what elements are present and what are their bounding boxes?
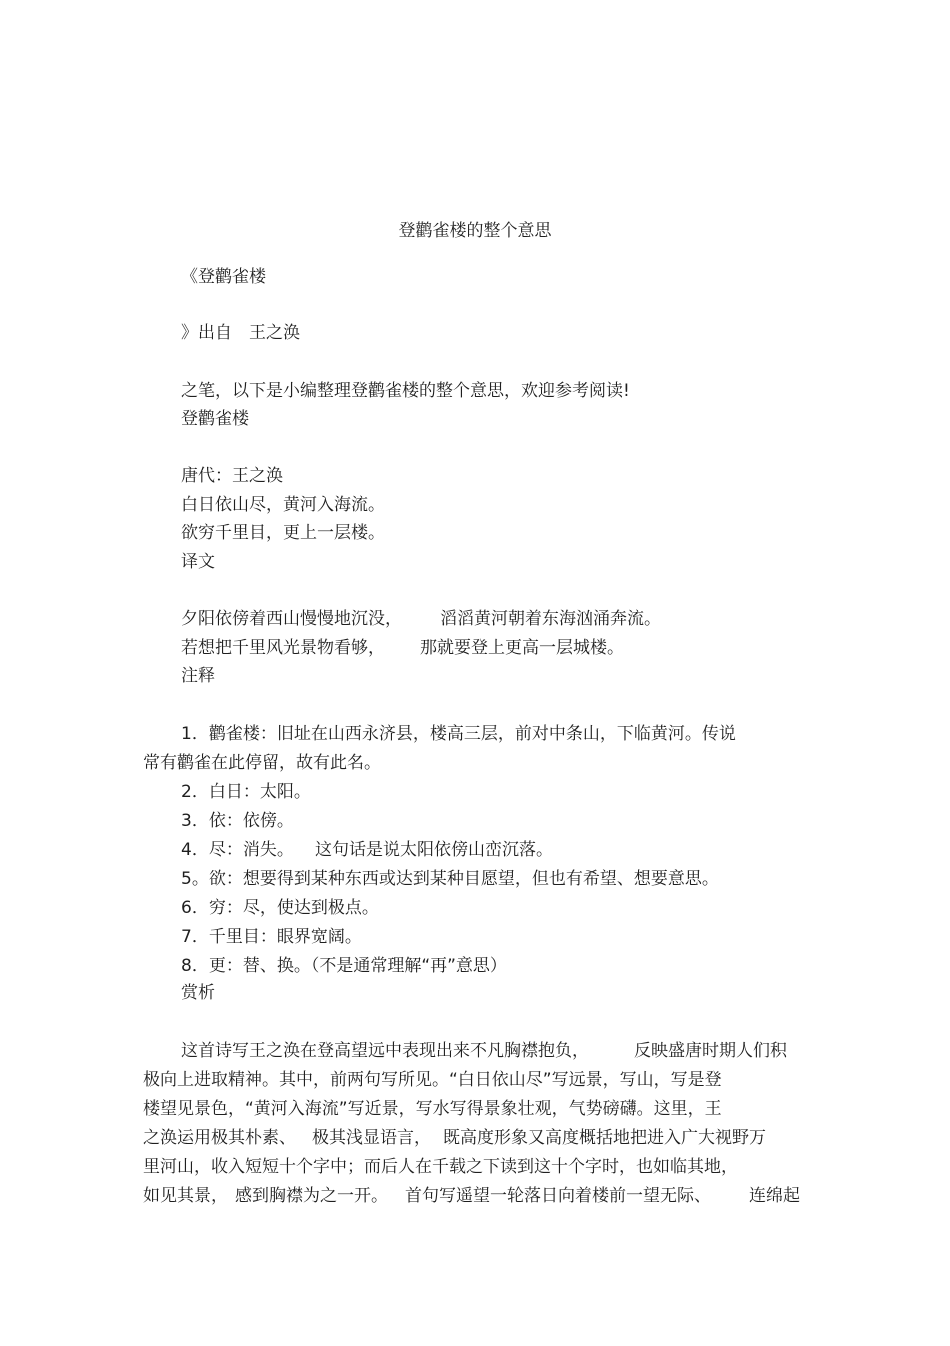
poem-verse-1: 白日依山尽，黄河入海流。	[181, 495, 385, 515]
translation-line-2b: 那就要登上更高一层城楼。	[420, 638, 624, 658]
analysis-line-5: 里河山，收入短短十个字中；而后人在千载之下读到这十个字时，也如临其地，	[143, 1157, 738, 1177]
analysis-heading: 赏析	[181, 983, 215, 1003]
note-4a: 4．尽：消失。	[181, 840, 294, 860]
analysis-line-4c: 既高度形象又高度概括地把进入广大视野万	[443, 1128, 766, 1148]
analysis-line-6c: 首句写遥望一轮落日向着楼前一望无际、	[405, 1186, 711, 1206]
analysis-line-6a: 如见其景，	[143, 1186, 228, 1206]
translation-line-2a: 若想把千里风光景物看够，	[181, 638, 385, 658]
note-5: 5。欲：想要得到某种东西或达到某种目愿望，但也有希望、想要意思。	[181, 869, 719, 889]
analysis-line-4b: 极其浅显语言，	[312, 1128, 431, 1148]
analysis-line-6d: 连绵起	[749, 1186, 800, 1206]
translation-heading: 译文	[181, 552, 215, 572]
poem-author: 唐代：王之涣	[181, 466, 283, 486]
note-2: 2．白日：太阳。	[181, 782, 311, 802]
analysis-line-1a: 这首诗写王之涣在登高望远中表现出来不凡胸襟抱负，	[181, 1041, 589, 1061]
note-1b: 常有鹳雀在此停留，故有此名。	[143, 753, 381, 773]
intro-line-2: 》出自 王之涣	[181, 323, 300, 343]
analysis-line-2: 极向上进取精神。其中，前两句写所见。“白日依山尽”写远景，写山，写是登	[143, 1070, 722, 1090]
note-1a: 1．鹳雀楼：旧址在山西永济县，楼高三层，前对中条山，下临黄河。传说	[181, 724, 736, 744]
note-6: 6．穷：尽，使达到极点。	[181, 898, 379, 918]
translation-line-1b: 滔滔黄河朝着东海汹涌奔流。	[440, 609, 661, 629]
analysis-line-4a: 之涣运用极其朴素、	[143, 1128, 296, 1148]
analysis-line-6b: 感到胸襟为之一开。	[235, 1186, 388, 1206]
intro-line-1: 《登鹳雀楼	[181, 267, 266, 287]
intro-line-3: 之笔，以下是小编整理登鹳雀楼的整个意思，欢迎参考阅读!	[181, 381, 630, 401]
analysis-line-1b: 反映盛唐时期人们积	[634, 1041, 787, 1061]
poem-name: 登鹳雀楼	[181, 409, 249, 429]
note-8: 8．更：替、换。（不是通常理解“再”意思）	[181, 956, 507, 976]
poem-verse-2: 欲穷千里目，更上一层楼。	[181, 523, 385, 543]
note-7: 7．千里目：眼界宽阔。	[181, 927, 362, 947]
translation-line-1a: 夕阳依傍着西山慢慢地沉没，	[181, 609, 402, 629]
note-3: 3．依：依傍。	[181, 811, 294, 831]
notes-heading: 注释	[181, 666, 215, 686]
page-title: 登鹳雀楼的整个意思	[398, 221, 552, 241]
analysis-line-3: 楼望见景色，“黄河入海流”写近景，写水写得景象壮观，气势磅礴。这里，王	[143, 1099, 722, 1119]
note-4b: 这句话是说太阳依傍山峦沉落。	[315, 840, 553, 860]
